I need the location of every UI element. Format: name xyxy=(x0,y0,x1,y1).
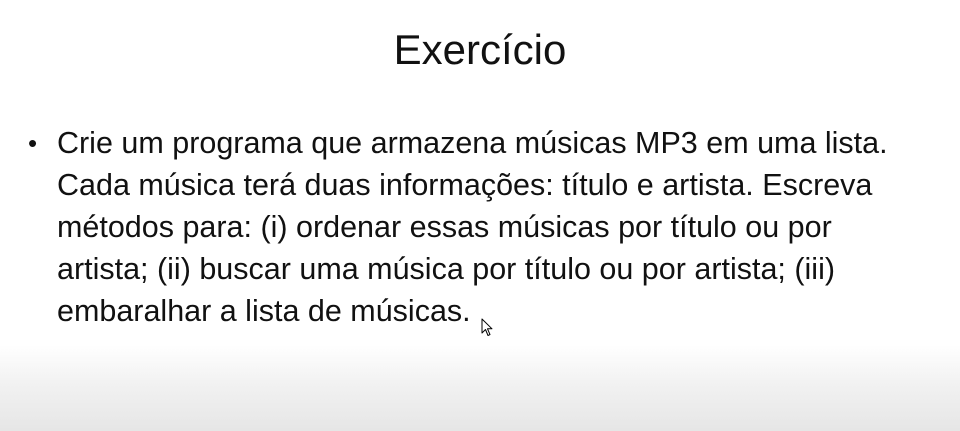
slide-title: Exercício xyxy=(393,26,567,73)
bullet-text: Crie um programa que armazena músicas MP3 em uma lista. Cada música terá duas informações: título e artista. Escreva métodos para: (i) ordenar essas músicas por título ou por artista; (ii) buscar uma música por título ou por artista; (iii) embaralhar a lista de músicas. xyxy=(57,126,888,328)
bullet-list xyxy=(24,122,929,332)
bullet-marker: • xyxy=(28,128,38,158)
mouse-pointer-icon xyxy=(481,318,493,337)
bullet-item xyxy=(24,122,929,332)
